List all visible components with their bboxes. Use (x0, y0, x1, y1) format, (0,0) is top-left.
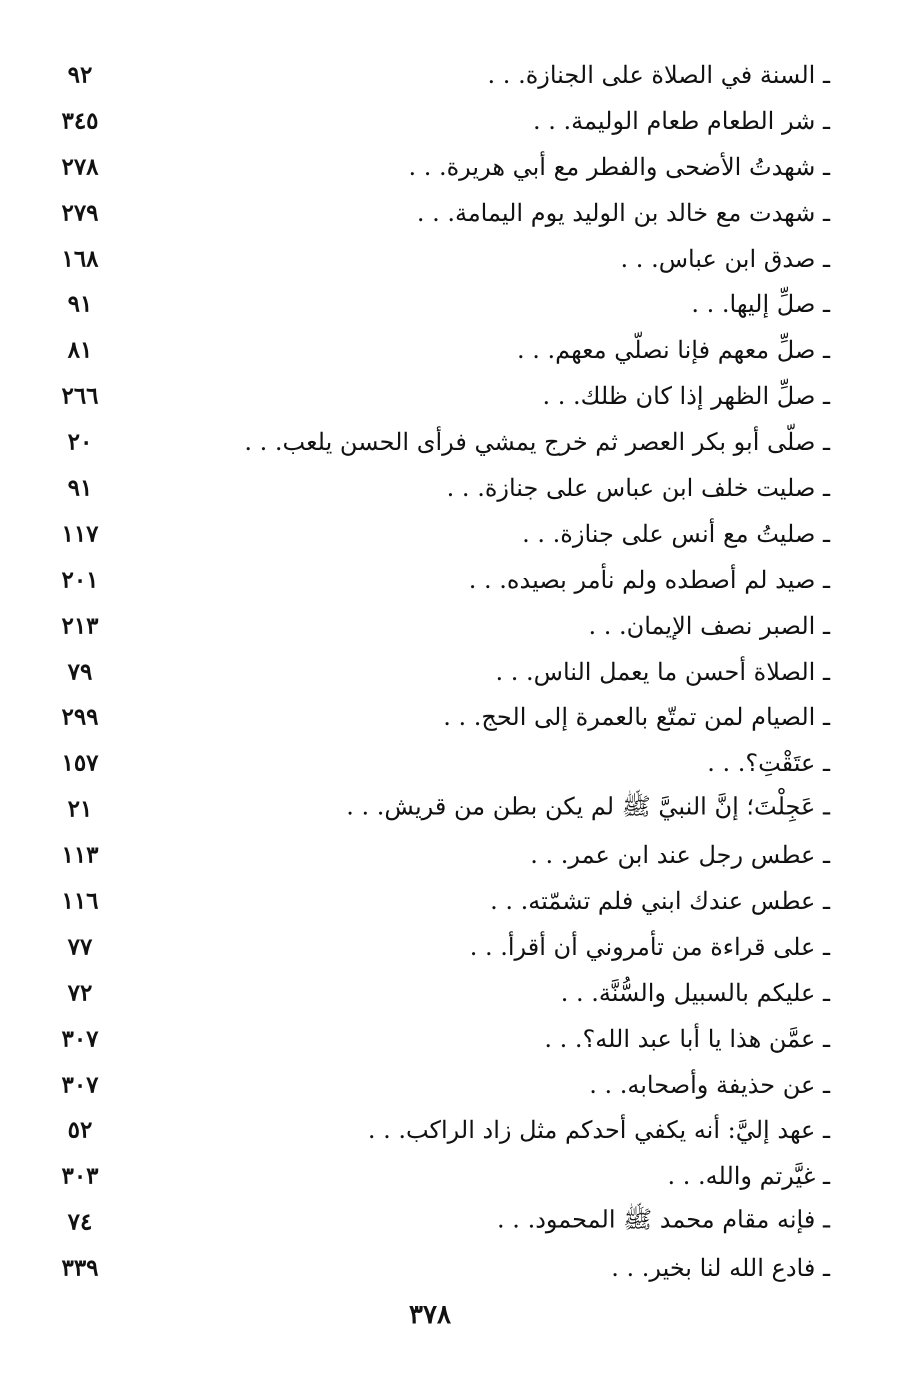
entry-page-number: ٢١٣ (61, 612, 99, 640)
entry-text: ـ عطس رجل عند ابن عمر. . . (530, 841, 830, 870)
entry-text: ـ عَجِلْتَ؛ إنَّ النبيَّ ﷺ لم يكن بطن من قريش. . . (346, 792, 830, 821)
entry-page-number: ٣٣٩ (61, 1254, 99, 1282)
entry-text: ـ شهدتُ الأضحى والفطر مع أبي هريرة. . . (408, 152, 830, 181)
entry-text: ـ صلِّ معهم فإنا نصلّي معهم. . . (516, 336, 830, 365)
entry-text: ـ عهد إليَّ: أنه يكفي أحدكم مثل زاد الراكب. . . (367, 1116, 830, 1145)
entry-text: ـ فادع الله لنا بخير. . . (611, 1254, 830, 1283)
index-entry (40, 694, 830, 740)
index-entry (40, 557, 830, 603)
entry-text: ـ صلّى أبو بكر العصر ثم خرج يمشي فرأى الحسن يلعب. . . (244, 428, 830, 457)
entry-text: ـ على قراءة من تأمروني أن أقرأ. . . (469, 932, 830, 961)
entry-text: ـ صليتُ مع أنس على جنازة. . . (522, 519, 830, 548)
entry-page-number: ٢٦٦ (61, 382, 99, 410)
index-entry (40, 1199, 830, 1245)
index-entry (40, 1245, 830, 1291)
index-entry (40, 281, 830, 327)
index-entry (40, 786, 830, 832)
index-entry (40, 603, 830, 649)
entry-page-number: ٣٤٥ (61, 107, 99, 135)
index-entry (40, 465, 830, 511)
entry-text: ـ فإنه مقام محمد ﷺ المحمود. . . (497, 1205, 830, 1234)
entry-page-number: ١١٧ (61, 520, 99, 548)
entry-page-number: ٩٢ (67, 61, 93, 89)
index-entry (40, 511, 830, 557)
entry-text: ـ صدق ابن عباس. . . (620, 244, 830, 273)
index-entry (40, 98, 830, 144)
entry-page-number: ٩١ (67, 290, 93, 318)
entry-page-number: ٨١ (67, 336, 93, 364)
index-entry (40, 878, 830, 924)
index-entry (40, 740, 830, 786)
index-entry (40, 924, 830, 970)
entry-text: ـ عمَّن هذا يا أبا عبد الله؟. . . (544, 1024, 830, 1053)
entry-text: ـ الصلاة أحسن ما يعمل الناس. . . (495, 657, 830, 686)
index-entry (40, 649, 830, 695)
entry-page-number: ٢٠ (67, 428, 93, 456)
entry-text: ـ صلِّ الظهر إذا كان ظلك. . . (542, 382, 830, 411)
index-entry (40, 1107, 830, 1153)
index-entry (40, 327, 830, 373)
index-entry (40, 419, 830, 465)
entry-page-number: ٢٧٨ (61, 153, 99, 181)
entry-page-number: ٧٩ (67, 658, 93, 686)
index-entry (40, 236, 830, 282)
entry-text: ـ صليت خلف ابن عباس على جنازة. . . (446, 473, 830, 502)
entry-text: ـ السنة في الصلاة على الجنازة. . . (487, 60, 830, 89)
entry-page-number: ٣٠٧ (61, 1025, 99, 1053)
entry-page-number: ٩١ (67, 474, 93, 502)
index-entry (40, 144, 830, 190)
entry-text: ـ عليكم بالسبيل والسُّنَّة. . . (560, 978, 830, 1007)
entry-page-number: ٧٧ (67, 933, 93, 961)
index-entry (40, 970, 830, 1016)
entry-text: ـ شر الطعام طعام الوليمة. . . (533, 106, 830, 135)
entry-text: ـ شهدت مع خالد بن الوليد يوم اليمامة. . . (416, 198, 830, 227)
index-entry (40, 1016, 830, 1062)
index-entry (40, 832, 830, 878)
entry-text: ـ الصبر نصف الإيمان. . . (588, 611, 830, 640)
index-entry (40, 1062, 830, 1108)
entry-text: ـ عن حذيفة وأصحابه. . . (589, 1070, 830, 1099)
entry-page-number: ٢١ (67, 795, 93, 823)
entry-page-number: ٢٧٩ (61, 199, 99, 227)
index-entry (40, 1153, 830, 1199)
entry-page-number: ١٦٨ (61, 245, 99, 272)
entry-text: ـ صلِّ إليها. . . (691, 290, 830, 319)
entry-page-number: ٢٩٩ (61, 703, 99, 731)
entry-text: ـ صيد لم أصطده ولم نأمر بصيده. . . (468, 565, 830, 594)
entry-page-number: ١١٦ (61, 887, 99, 915)
index-entry (40, 373, 830, 419)
entry-page-number: ٥٢ (67, 1116, 93, 1144)
entry-page-number: ٣٠٣ (61, 1162, 99, 1190)
entry-page-number: ٣٠٧ (61, 1071, 99, 1099)
index-list (40, 52, 830, 1291)
entry-page-number: ٧٢ (67, 979, 93, 1007)
entry-page-number: ١١٣ (61, 841, 99, 869)
entry-page-number: ٢٠١ (61, 566, 99, 594)
page-number: ٣٧٨ (409, 1300, 451, 1330)
entry-page-number: ٧٤ (67, 1208, 93, 1236)
index-entry (40, 190, 830, 236)
entry-page-number: ١٥٧ (61, 749, 99, 777)
entry-text: ـ غيَّرتم والله. . . (667, 1162, 830, 1191)
entry-text: ـ عتَقْتِ؟. . . (707, 749, 830, 778)
entry-text: ـ عطس عندك ابني فلم تشمّته. . . (490, 886, 830, 915)
entry-text: ـ الصيام لمن تمتّع بالعمرة إلى الحج. . . (443, 703, 830, 732)
index-entry (40, 52, 830, 98)
